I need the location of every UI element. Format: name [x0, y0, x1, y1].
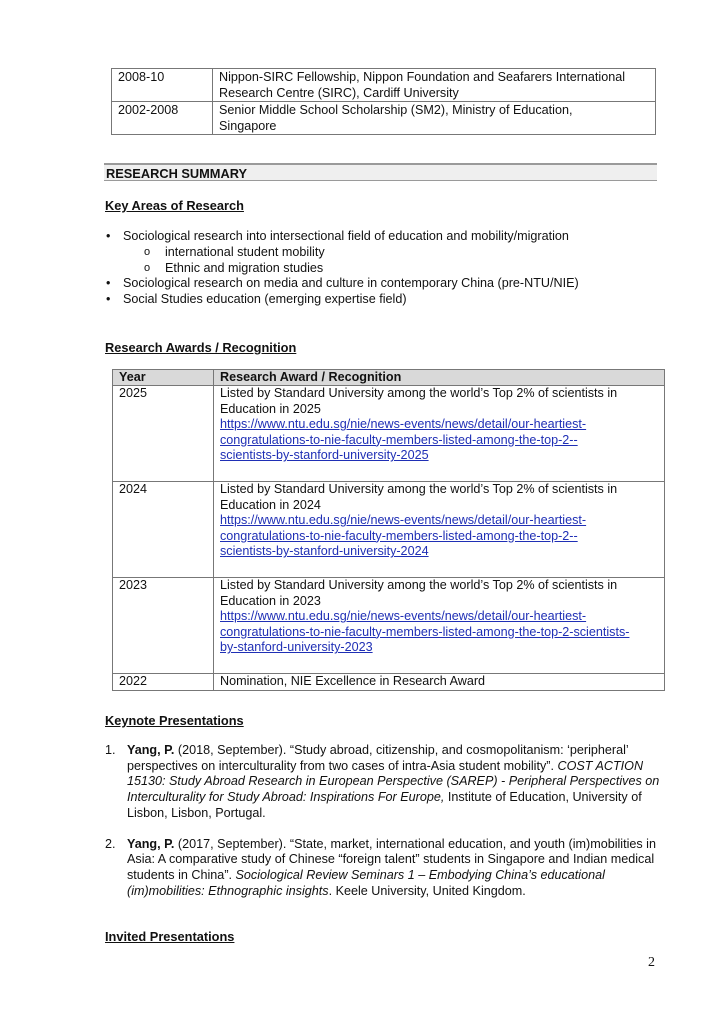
page-number: 2 — [648, 955, 655, 970]
list-item: o international student mobility — [144, 244, 325, 259]
subheading-keynote-presentations: Keynote Presentations — [105, 713, 244, 728]
list-item: • Sociological research into intersectional field of education and mobility/migration o international student mobility o Ethnic and migration studies — [104, 229, 664, 276]
award-cell: Nomination, NIE Excellence in Research Award — [214, 673, 665, 690]
list-item: 1. Yang, P. (2018, September). “Study abroad, citizenship, and cosmopolitanism: ‘peripheral’ perspectives on interculturality from two cases of intra-Asia student mobility”. COST ACTION 15130: Study Abroad Research in European Perspective (SAREP) - Peripheral Perspectives on Interculturality for Study Abroad: Inspirations For Europe, Institute of Education, University of Lisbon, Lisbon, Portugal. — [105, 743, 660, 820]
table-row — [112, 69, 656, 102]
award-link[interactable]: scientists-by-stanford-university-2024 — [220, 544, 429, 559]
circle-bullet-icon: o — [144, 261, 151, 274]
research-awards-table — [112, 369, 665, 691]
table-row — [112, 102, 656, 135]
award-cell: Listed by Standard University among the world’s Top 2% of scientists in Education in 2023 https://www.ntu.edu.sg/nie/news-events/news/detail/our-heartiest- congratulations-to-nie-faculty-members-listed-among-the-top-2-scientists- by-stanford-university-2023 — [214, 577, 665, 673]
award-link[interactable]: scientists-by-stanford-university-2025 — [220, 448, 429, 463]
award-link[interactable]: congratulations-to-nie-faculty-members-listed-among-the-top-2-- — [220, 528, 578, 543]
award-cell: Listed by Standard University among the world’s Top 2% of scientists in Education in 2025 https://www.ntu.edu.sg/nie/news-events/news/detail/our-heartiest- congratulations-to-nie-faculty-members-listed-among-the-top-2-- scientists-by-stanford-university-2025 — [214, 386, 665, 482]
year-cell: 2002-2008 — [112, 102, 213, 135]
award-link[interactable]: https://www.ntu.edu.sg/nie/news-events/news/detail/our-heartiest- — [220, 417, 587, 432]
table-header-row — [113, 370, 665, 386]
scholarships-table — [111, 68, 656, 135]
list-item: o Ethnic and migration studies — [144, 260, 324, 275]
table-row — [113, 673, 665, 690]
award-link[interactable]: congratulations-to-nie-faculty-members-listed-among-the-top-2-scientists- — [220, 624, 630, 639]
subheading-research-awards: Research Awards / Recognition — [105, 340, 297, 355]
table-row — [113, 577, 665, 673]
year-cell: 2025 — [113, 386, 214, 482]
bullet-icon: • — [106, 276, 111, 291]
bullet-icon: • — [106, 292, 111, 307]
section-header-research-summary: RESEARCH SUMMARY — [104, 163, 657, 181]
circle-bullet-icon: o — [144, 245, 151, 258]
column-header-award: Research Award / Recognition — [214, 370, 665, 386]
award-link[interactable]: by-stanford-university-2023 — [220, 640, 373, 655]
year-cell: 2022 — [113, 673, 214, 690]
key-areas-list — [104, 229, 664, 308]
award-link[interactable]: congratulations-to-nie-faculty-members-listed-among-the-top-2-- — [220, 432, 578, 447]
list-item: • Social Studies education (emerging expertise field) — [106, 292, 407, 307]
award-cell: Listed by Standard University among the world’s Top 2% of scientists in Education in 2024 https://www.ntu.edu.sg/nie/news-events/news/detail/our-heartiest- congratulations-to-nie-faculty-members-listed-among-the-top-2-- scientists-by-stanford-university-2024 — [214, 481, 665, 577]
year-cell: 2024 — [113, 481, 214, 577]
award-link[interactable]: https://www.ntu.edu.sg/nie/news-events/news/detail/our-heartiest- — [220, 513, 587, 528]
year-cell: 2023 — [113, 577, 214, 673]
list-item: • Sociological research on media and culture in contemporary China (pre-NTU/NIE) — [106, 276, 579, 291]
column-header-year: Year — [113, 370, 214, 386]
list-item: 2. Yang, P. (2017, September). “State, market, international education, and youth (im)mobilities in Asia: A comparative study of Chinese “foreign talent” students in Singapore and Indian medical students in China”. Sociological Review Seminars 1 – Embodying China’s educational (im)mobilities: Ethnographic insights. Keele University, United Kingdom. — [105, 836, 656, 898]
award-link[interactable]: https://www.ntu.edu.sg/nie/news-events/news/detail/our-heartiest- — [220, 609, 587, 624]
keynote-list — [105, 743, 665, 899]
award-cell: Nippon-SIRC Fellowship, Nippon Foundation and Seafarers International Research Centre (SIRC), Cardiff University — [213, 69, 656, 102]
year-cell: 2008-10 — [112, 69, 213, 102]
subheading-invited-presentations: Invited Presentations — [105, 929, 235, 944]
sub-list — [123, 245, 664, 277]
table-row — [113, 481, 665, 577]
table-row — [113, 386, 665, 482]
subheading-key-areas: Key Areas of Research — [105, 198, 244, 213]
bullet-icon: • — [106, 229, 111, 243]
award-cell: Senior Middle School Scholarship (SM2), Ministry of Education, Singapore — [213, 102, 656, 135]
